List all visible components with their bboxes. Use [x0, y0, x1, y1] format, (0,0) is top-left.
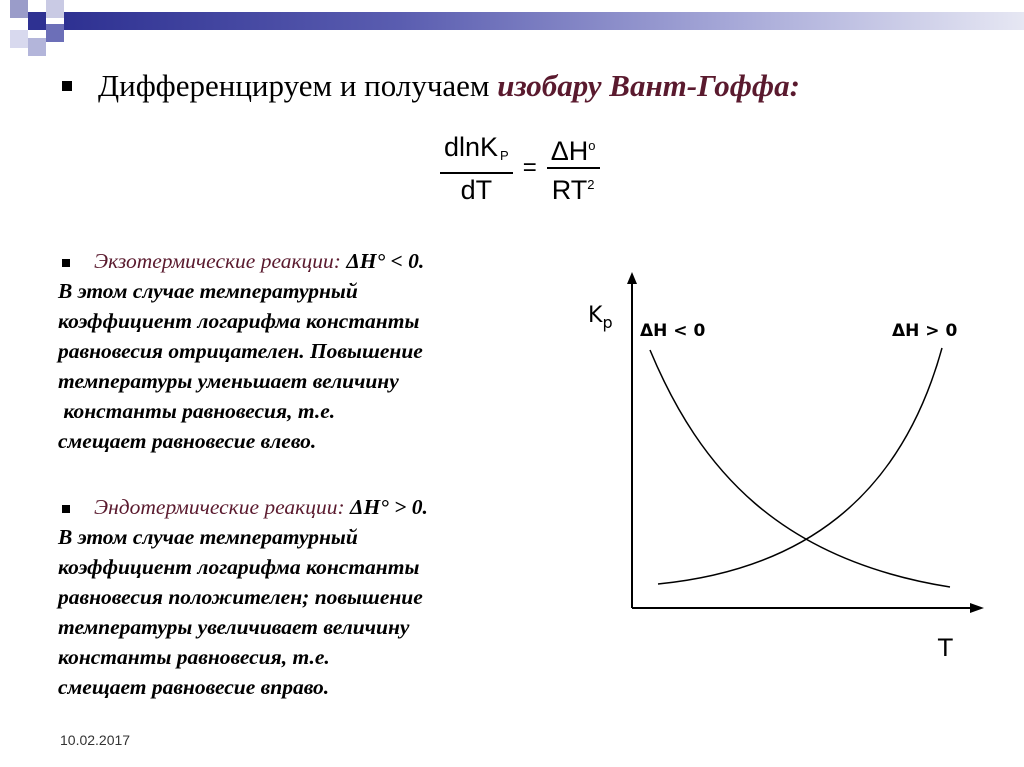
endothermic-line: смещает равновесие вправо. — [58, 675, 330, 699]
endothermic-line: температуры увеличивает величину — [58, 615, 410, 639]
endothermic-line: константы равновесия, т.е. — [58, 645, 330, 669]
formula-lhs-numerator: dlnK $_P$ — [440, 131, 513, 174]
endothermic-heading: Эндотермические реакции: ΔH° > 0. — [58, 492, 578, 522]
curve-endothermic — [658, 348, 942, 584]
title-emphasis: изобару Вант-Гоффа: — [497, 68, 800, 103]
formula-rhs-numerator: $\Delta H^o$ — [547, 130, 600, 169]
slide-date: 10.02.2017 — [60, 732, 131, 748]
exothermic-line: смещает равновесие влево. — [58, 429, 317, 453]
exothermic-line: В этом случае температурный — [58, 279, 358, 303]
endothermic-line: равновесия положителен; повышение — [58, 585, 423, 609]
title-prefix: Дифференцируем и получаем — [98, 68, 498, 103]
formula-equals: = — [522, 154, 537, 181]
exothermic-line: температуры уменьшает величину — [58, 369, 399, 393]
formula-rhs-denominator: $RT^2$ — [551, 175, 595, 205]
formula-lhs-denominator: dT — [460, 174, 493, 205]
endothermic-line: коэффициент логарифма константы — [58, 555, 420, 579]
y-axis-arrow — [627, 272, 637, 284]
exothermic-line: равновесия отрицателен. Повышение — [58, 339, 423, 363]
y-axis-label: $K_p$ — [588, 303, 613, 332]
exothermic-line: константы равновесия, т.е. — [58, 399, 336, 423]
exothermic-line: коэффициент логарифма константы — [58, 309, 420, 333]
curve-exothermic — [650, 350, 950, 587]
x-axis-label: T — [938, 634, 953, 662]
exothermic-heading: Экзотермические реакции: ΔH° < 0. — [58, 246, 578, 276]
x-axis-arrow — [970, 603, 984, 613]
endothermic-line: В этом случае температурный — [58, 525, 358, 549]
curve-endothermic-label: ΔH > 0 — [892, 321, 958, 341]
curve-exothermic-label: ΔH < 0 — [640, 321, 706, 341]
